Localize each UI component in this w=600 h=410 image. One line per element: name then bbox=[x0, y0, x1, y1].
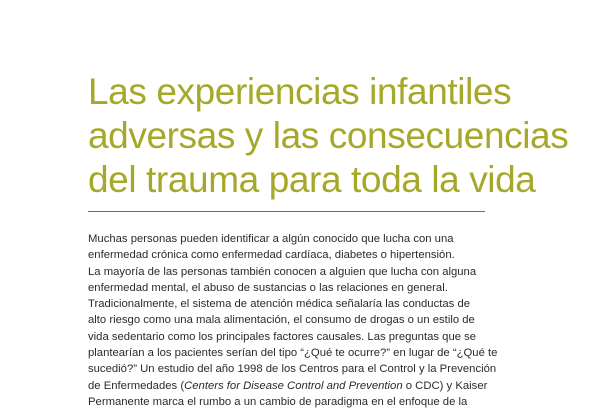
body-line-6: alto riesgo como una mala alimentación, el consumo de drogas o un estilo de bbox=[88, 314, 475, 327]
body-line-7: vida sedentario como los principales factores causales. Las preguntas que se bbox=[88, 330, 477, 343]
body-line-9: sucedió?” Un estudio del año 1998 de los Centros para el Control y la Prevención bbox=[88, 363, 497, 376]
body-line-1: Muchas personas pueden identificar a algún conocido que lucha con una bbox=[88, 233, 454, 245]
title-line-3: del trauma para toda la vida bbox=[88, 159, 536, 200]
body-line-3: La mayoría de las personas también conocen a alguien que lucha con alguna bbox=[88, 265, 477, 278]
document-title bbox=[88, 70, 569, 202]
body-line-8: plantearían a los pacientes serían del tipo “¿Qué te ocurre?” en lugar de “¿Qué te bbox=[88, 347, 498, 360]
title-divider bbox=[88, 211, 485, 212]
body-line-11: Permanente marca el rumbo a un cambio de paradigma en el enfoque de la bbox=[88, 395, 468, 408]
body-paragraph bbox=[88, 231, 508, 410]
cdc-english-name: Centers for Disease Control and Prevention bbox=[184, 379, 403, 392]
title-line-2: adversas y las consecuencias bbox=[88, 115, 569, 156]
body-line-10-before: de Enfermedades ( bbox=[88, 379, 185, 392]
body-line-4: enfermedad mental, el abuso de sustancias o las relaciones en general. bbox=[88, 281, 448, 294]
body-line-10 bbox=[88, 378, 508, 394]
title-line-1: Las experiencias infantiles bbox=[88, 71, 512, 112]
body-line-2: enfermedad crónica como enfermedad cardíaca, diabetes o hipertensión. bbox=[88, 249, 455, 262]
body-line-10-after: o CDC) y Kaiser bbox=[402, 379, 488, 392]
body-line-5: Tradicionalmente, el sistema de atención médica señalaría las conductas de bbox=[88, 298, 471, 311]
